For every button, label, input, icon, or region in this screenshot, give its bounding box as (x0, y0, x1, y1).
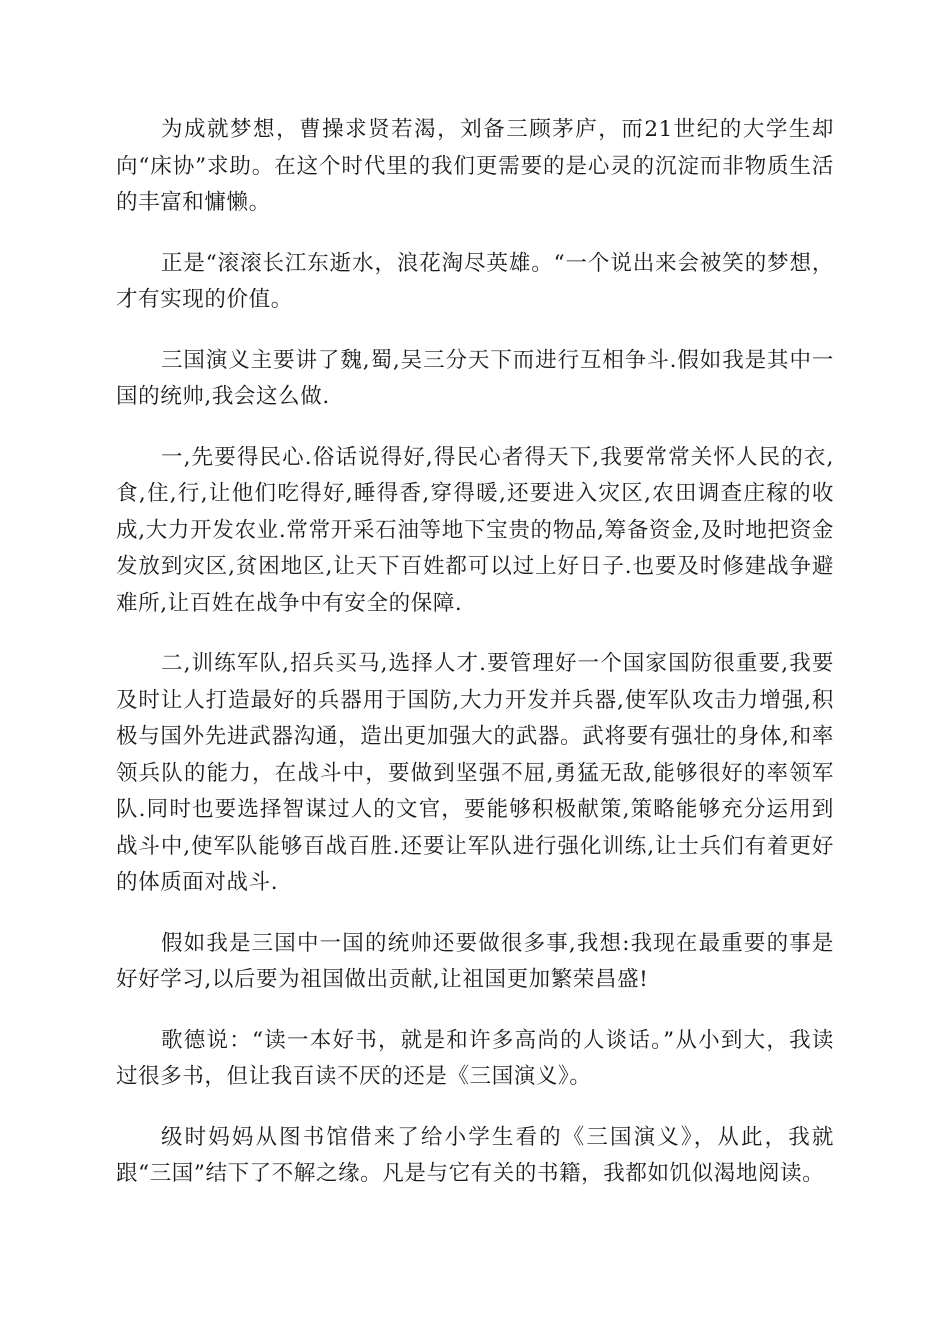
paragraph-1: 为成就梦想，曹操求贤若渴，刘备三顾茅庐，而21世纪的大学生却向“床协”求助。在这个时代里的我们更需要的是心灵的沉淀而非物质生活的丰富和慵懒。 (116, 117, 834, 215)
paragraph-8: 级时妈妈从图书馆借来了给小学生看的《三国演义》，从此，我就跟“三国”结下了不解之缘。凡是与它有关的书籍，我都如饥似渴地阅读。 (116, 1124, 834, 1186)
paragraph-6: 假如我是三国中一国的统帅还要做很多事,我想:我现在最重要的事是好好学习,以后要为祖国做出贡献,让祖国更加繁荣昌盛! (116, 930, 834, 992)
paragraph-7: 歌德说：“读一本好书，就是和许多高尚的人谈话。”从小到大，我读过很多书，但让我百读不厌的还是《三国演义》。 (116, 1027, 834, 1089)
paragraph-2: 正是“滚滚长江东逝水，浪花淘尽英雄。“一个说出来会被笑的梦想，才有实现的价值。 (116, 250, 834, 312)
document-body (116, 112, 834, 1217)
paragraph-3: 三国演义主要讲了魏,蜀,吴三分天下而进行互相争斗.假如我是其中一国的统帅,我会这么做. (116, 347, 834, 409)
paragraph-5: 二,训练军队,招兵买马,选择人才.要管理好一个国家国防很重要,我要及时让人打造最好的兵器用于国防,大力开发并兵器,使军队攻击力增强,积极与国外先进武器沟通，造出更加强大的武器。武将要有强壮的身体,和率领兵队的能力，在战斗中，要做到坚强不屈,勇猛无敌,能够很好的率领军队.同时也要选择智谋过人的文官，要能够积极献策,策略能够充分运用到战斗中,使军队能够百战百胜.还要让军队进行强化训练,让士兵们有着更好的体质面对战斗. (116, 651, 834, 895)
paragraph-4: 一,先要得民心.俗话说得好,得民心者得天下,我要常常关怀人民的衣,食,住,行,让他们吃得好,睡得香,穿得暖,还要进入灾区,农田调查庄稼的收成,大力开发农业.常常开采石油等地下宝贵的物品,筹备资金,及时地把资金发放到灾区,贫困地区,让天下百姓都可以过上好日子.也要及时修建战争避难所,让百姓在战争中有安全的保障. (116, 444, 834, 616)
